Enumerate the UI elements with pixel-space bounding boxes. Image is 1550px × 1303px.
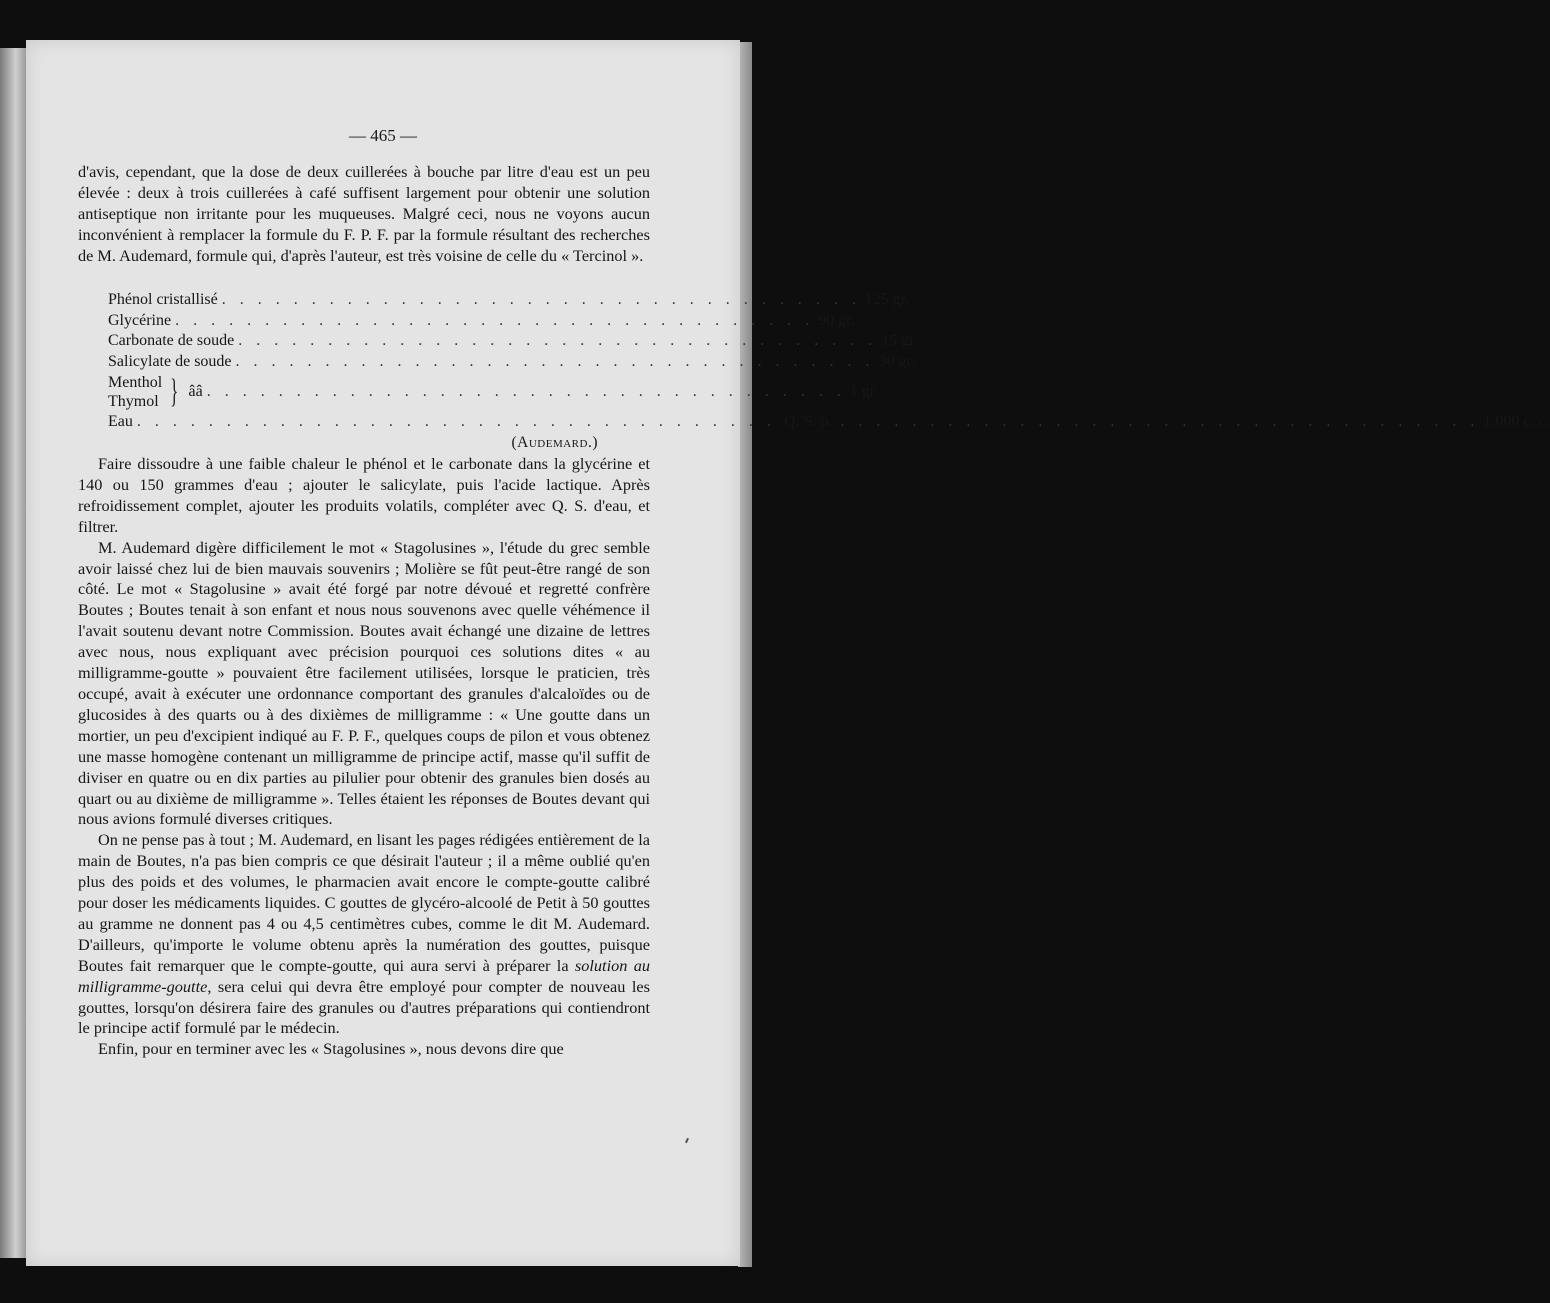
quantity-sufficient-label: Q. S. p. [783, 413, 833, 430]
page-number: — 465 — [349, 126, 417, 145]
paragraph-text: d'avis, cependant, que la dose de deux cuillerées à bouche par litre d'eau est un peu élevée : deux à trois cuillerées à café suffisent largement pour obtenir une solution antiseptique non irritante pour les muqueuses. Malgré ceci, nous ne voyons aucun inconvénient à remplacer la formule du F. P. F. par la formule résultant des recherches de M. Audemard, formule qui, d'après l'auteur, est très voisine de celle du « Tercinol ». [78, 162, 650, 265]
recipe-row [108, 352, 915, 373]
dot-leader: . . . . . . . . . . . . . . . . . . . . . . . . . . . . . . . . . . . . [840, 413, 1480, 430]
dot-leader: . . . . . . . . . . . . . . . . . . . . . . . . . . . . . . . . . . . . [235, 352, 875, 370]
ingredient-quantity: 125 gr. [864, 291, 910, 308]
paragraph-preparation: Faire dissoudre à une faible chaleur le phénol et le carbonate dans la glycérine et 140 ou 150 grammes d'eau ; ajouter le salicylate, puis l'acide lactique. Après refroidissement complet, ajouter les produits volatils, compléter avec Q. S. d'eau, et filtrer. [78, 454, 650, 536]
recipe-formula [108, 290, 1550, 453]
italic-term: solution au milligramme-goutte [78, 955, 650, 996]
facing-page-edge [0, 48, 26, 1258]
recipe-row-grouped [108, 372, 879, 412]
book-page [26, 40, 1550, 1266]
recipe-row [108, 331, 918, 352]
ingredient-name: Eau [108, 413, 133, 430]
paragraph-stagolusines: M. Audemard digère difficilement le mot « Stagolusines », l'étude du grec semble avoir laissé chez lui de bien mauvais souvenirs ; Molière se fût peut-être rangé de son côté. Le mot « Stagolusine » avait été forgé par notre dévoué et regretté confrère Boutes ; Boutes tenait à son enfant et nous nous souvenons avec quelle véhémence il l'avait soutenu devant notre Commission. Boutes avait échangé une dizaine de lettres avec nous, nous expliquant avec précision pourquoi ces solutions dites « au milligramme-goutte » pouvaient être facilement utilisées, lorsque le praticien, très occupé, avait à exécuter une ordonnance comportant des granules d'alcaloïdes ou de glucosides à des quarts ou à des dixièmes de milligramme : « Une goutte dans un mortier, un peu d'excipient indiqué au F. P. F., quelques coups de pilon et vous obtenez une masse homogène contenant un milligramme de principe actif, masse qu'il suffit de diviser en quatre ou en dix parties au pilulier pour obtenir des granules bien dosés au quart ou au dixième de milligramme ». Telles étaient les réponses de Boutes devant qui nous avions formulé diverses critiques. [78, 537, 650, 829]
ingredient-quantity: 1 gr. [849, 382, 879, 400]
ingredient-quantity: 1.000 c. c. [1483, 413, 1550, 430]
brace-icon: } [170, 373, 179, 410]
ingredient-quantity: 90 gr. [818, 311, 855, 329]
ingredient-name: Phénol cristallisé [108, 291, 218, 308]
paragraph-text: , sera celui qui devra être employé pour compter de nouveau les gouttes, lorsqu'on désirera faire des granules ou d'autres préparations qui contiendront le principe actif formulé par le médecin. [78, 976, 650, 1038]
paragraph-text: On ne pense pas à tout ; M. Audemard, en lisant les pages rédigées entièrement de la main de Boutes, n'a pas bien compris ce que désirait l'auteur ; il a même oublié qu'en plus des poids et des volumes, le pharmacien avait encore le compte-goutte calibré pour doser les médicaments liquides. C gouttes de glycéro-alcoolé de Petit à 50 gouttes au gramme ne donnent pas 4 ou 4,5 centimètres cubes, comme le dit M. Audemard. D'ailleurs, qu'importe le volume obtenu après la numération des gouttes, puisque Boutes fait remarquer que le compte-goutte, qui aura servi à préparer la [78, 830, 650, 975]
equal-parts-label: ââ [188, 382, 203, 400]
recipe-row [108, 290, 910, 311]
ink-speck [685, 1138, 689, 1143]
ingredient-quantity: 30 gr. [878, 352, 915, 370]
recipe-row [108, 412, 1550, 433]
dot-leader: . . . . . . . . . . . . . . . . . . . . . . . . . . . . . . . . . . . . [136, 413, 776, 430]
dot-leader: . . . . . . . . . . . . . . . . . . . . . . . . . . . . . . . . . . . . [206, 382, 846, 400]
dot-leader: . . . . . . . . . . . . . . . . . . . . . . . . . . . . . . . . . . . . [238, 332, 878, 349]
dot-leader: . . . . . . . . . . . . . . . . . . . . . . . . . . . . . . . . . . . . [221, 291, 861, 308]
ingredient-name: Menthol [108, 374, 163, 391]
page-stack-edge [738, 42, 752, 1267]
recipe-credit: (Audemard.) [511, 433, 598, 451]
ingredient-name: Salicylate de soude [108, 352, 232, 370]
ingredient-quantity: 15 gr. [881, 332, 918, 349]
dot-leader: . . . . . . . . . . . . . . . . . . . . . . . . . . . . . . . . . . . . [175, 311, 815, 329]
ingredient-name: Glycérine [108, 311, 172, 329]
ingredient-name: Carbonate de soude [108, 332, 235, 349]
paragraph-intro [78, 162, 650, 267]
body-text [78, 454, 650, 1060]
recipe-row [108, 311, 855, 332]
paragraph-compte-goutte [78, 830, 650, 1039]
paragraph-conclusion: Enfin, pour en terminer avec les « Stagolusines », nous devons dire que [98, 1039, 564, 1059]
ingredient-name: Thymol [108, 393, 159, 410]
grouped-names [108, 373, 162, 411]
